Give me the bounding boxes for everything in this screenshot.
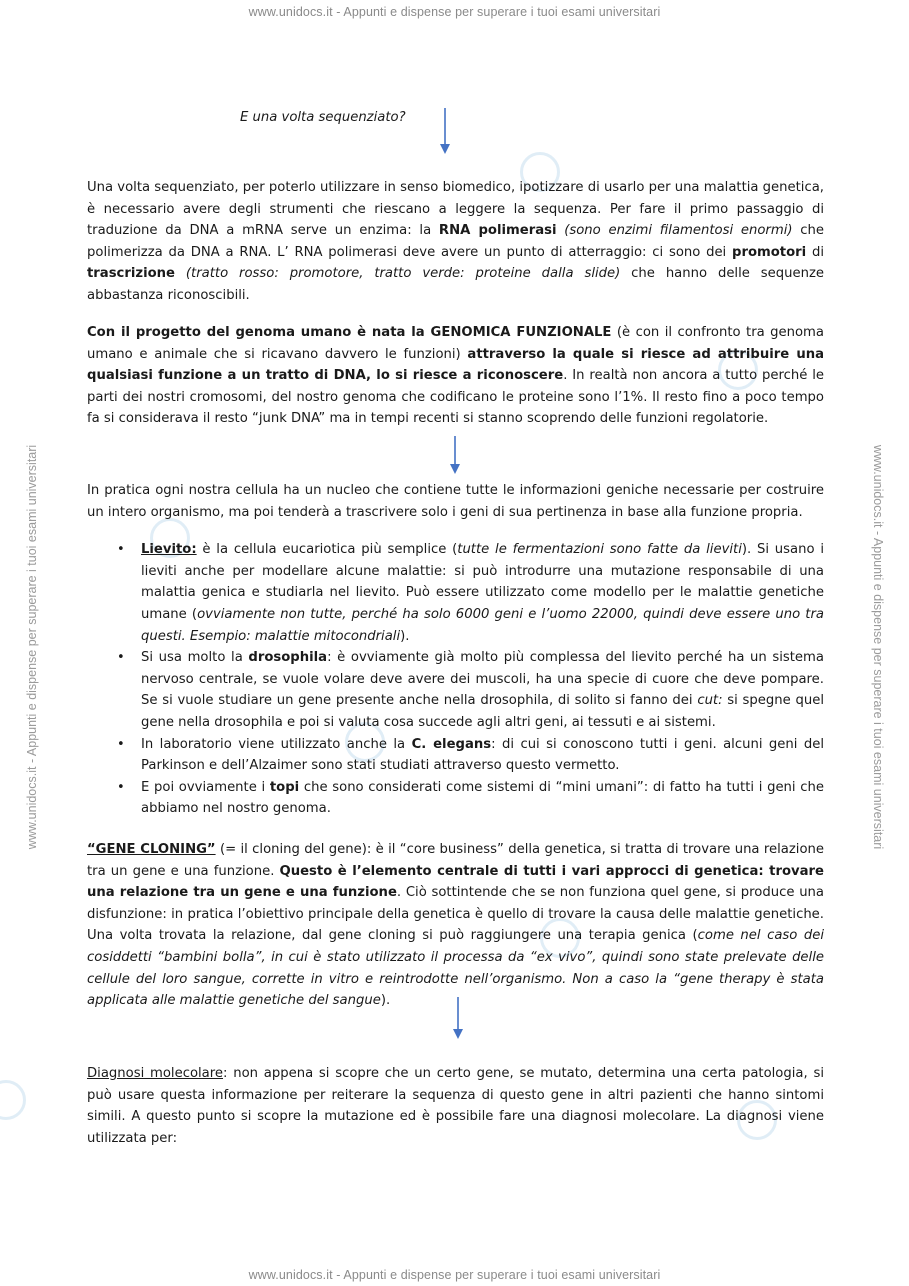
text: Si usa molto la bbox=[141, 650, 249, 666]
term-lievito: Lievito: bbox=[141, 542, 197, 558]
text: : non appena si scopre che un certo gene, se mutato, determina una certa patologia, si può usare questa informazione per reiterare la sequenza di questo gene in altri pazienti che hanno sintomi simili. A questo punto si scopre la mutazione ed è possibile fare una diagnosi molecolare. La diagnosi viene utilizzata per: bbox=[87, 1066, 824, 1146]
text: che hanno delle sequenze abbastanza riconoscibili. bbox=[87, 266, 824, 303]
term-gene-cloning: “GENE CLONING” bbox=[87, 842, 216, 857]
unidocs-logo-icon bbox=[0, 1080, 26, 1120]
list-item bbox=[87, 734, 824, 777]
paragraph-diagnosi bbox=[87, 1063, 824, 1149]
watermark-left: www.unidocs.it - Appunti e dispense per superare i tuoi esami universitari bbox=[25, 444, 39, 850]
model-organisms-list bbox=[87, 539, 824, 820]
text: In laboratorio viene utilizzato anche la bbox=[141, 736, 412, 752]
text: E poi ovviamente i bbox=[141, 779, 270, 795]
text: (è con il confronto tra genoma umano e animale che si ricavano davvero le funzioni) bbox=[87, 325, 824, 362]
term-rna-polimerasi: RNA polimerasi bbox=[438, 223, 557, 239]
text: è la cellula eucariotica più semplice ( bbox=[196, 542, 458, 558]
term-topi: topi bbox=[269, 779, 300, 795]
paragraph-sequencing bbox=[87, 177, 824, 307]
list-item bbox=[87, 777, 824, 820]
note: (sono enzimi filamentosi enormi) bbox=[556, 223, 793, 239]
text: che polimerizza da DNA a RNA. L’ RNA polimerasi deve avere un punto di atterraggio: ci sono dei bbox=[87, 223, 824, 260]
note: (tratto rosso: promotore, tratto verde: proteine dalla slide) bbox=[175, 266, 621, 282]
arrow-down-icon bbox=[450, 436, 460, 474]
text: (= il cloning del gene): è il “core business” della genetica, si tratta di trovare una relazione tra un gene e una funzione. bbox=[87, 842, 824, 879]
term-diagnosi-molecolare: Diagnosi molecolare bbox=[87, 1066, 224, 1081]
bold-text: Con il progetto del genoma umano è nata la GENOMICA FUNZIONALE bbox=[87, 325, 612, 340]
watermark-bottom: www.unidocs.it - Appunti e dispense per superare i tuoi esami universitari bbox=[248, 1268, 661, 1282]
term-promotori: promotori bbox=[732, 244, 807, 260]
text: Una volta sequenziato, per poterlo utilizzare in senso biomedico, ipotizzare di usarlo per una malattia genetica, è necessario avere degli strumenti che riescano a leggere la sequenza. Per fare il primo passaggio di traduzione da DNA a mRNA serve un enzima: la bbox=[87, 180, 824, 239]
term-trascrizione: trascrizione bbox=[87, 266, 175, 282]
bold-text: attraverso la quale si riesce ad attribuire una qualsiasi funzione a un tratto di DNA, lo si riesce a riconoscere bbox=[87, 346, 825, 384]
arrow-down-icon bbox=[440, 108, 450, 154]
section-question: E una volta sequenziato? bbox=[240, 110, 406, 125]
text: : di cui si conoscono tutti i geni. alcuni geni del Parkinson e dell’Alzaimer sono stati studiati attraverso questo vermetto. bbox=[141, 736, 825, 774]
watermark-top: www.unidocs.it - Appunti e dispense per superare i tuoi esami universitari bbox=[248, 5, 661, 19]
term-drosophila: drosophila bbox=[248, 650, 328, 666]
list-item bbox=[87, 647, 824, 733]
text: : è ovviamente già molto più complessa del lievito perché ha un sistema nervoso centrale, se vuole volare deve avere dei muscoli, ha una specie di cuore che deve pompare. Se si vuole studiare un gene presente anche nella drosophila, di solito si fanno dei bbox=[141, 650, 824, 709]
paragraph-gene-cloning bbox=[87, 839, 824, 1012]
text: ). Si usano i lieviti anche per modellare alcune malattie: si può introdurre una mutazione responsabile di una malattia genica e studiarla nel lievito. Può essere utilizzato come modello per le malattie genetiche umane ( bbox=[141, 542, 824, 622]
note: cut: bbox=[697, 693, 723, 709]
term-c-elegans: C. elegans bbox=[411, 736, 492, 752]
note: ovviamente non tutte, perché ha solo 6000 geni e l’uomo 22000, quindi deve essere uno tra questi. Esempio: malattie mitocondriali bbox=[141, 606, 824, 644]
text: ). bbox=[380, 993, 391, 1009]
text: di bbox=[806, 244, 825, 260]
text: si spegne quel gene nella drosophila e poi si valuta cosa succede agli altri geni, ai tessuti e ai sistemi. bbox=[141, 693, 824, 730]
text: . Ciò sottintende che se non funziona quel gene, si produce una disfunzione: in pratica l’obiettivo principale della genetica è quello di trovare la causa delle malattie genetiche. Una volta trovata la relazione, dal gene cloning si può raggiungere una terapia genica ( bbox=[87, 885, 824, 944]
text: In pratica ogni nostra cellula ha un nucleo che contiene tutte le informazioni geniche necessarie per costruire un intero organismo, ma poi tenderà a trascrivere solo i geni di sua pertinenza in base alla funzione propria. bbox=[87, 483, 824, 520]
list-item bbox=[87, 539, 824, 647]
watermark-right: www.unidocs.it - Appunti e dispense per superare i tuoi esami universitari bbox=[871, 444, 885, 850]
paragraph-genomica bbox=[87, 322, 824, 430]
text: . In realtà non ancora a tutto perché le parti dei nostri cromosomi, del nostro genoma che codificano le proteine sono l’1%. Il resto fino a poco tempo fa si considerava il resto “junk DNA” ma in tempi recenti si stanno scoprendo delle funzioni regolatorie. bbox=[87, 368, 824, 427]
note: come nel caso dei cosiddetti “bambini bolla”, in cui è stato utilizzato il processa da “ex vivo”, quindi sono state prelevate delle cellule del loro sangue, corrette in vitro e reintrodotte nell’organismo. Non a caso la “gene therapy è stata applicata alle malattie genetiche del sangue bbox=[87, 928, 824, 1009]
paragraph-cellula bbox=[87, 480, 824, 820]
text: ). bbox=[400, 628, 410, 644]
note: tutte le fermentazioni sono fatte da lieviti bbox=[457, 542, 742, 558]
text: che sono considerati come sistemi di “mini umani”: di fatto ha tutti i geni che abbiamo nel nostro genoma. bbox=[141, 779, 824, 817]
bold-text: Questo è l’elemento centrale di tutti i vari approcci di genetica: trovare una relazione tra un gene e una funzione bbox=[87, 863, 824, 901]
